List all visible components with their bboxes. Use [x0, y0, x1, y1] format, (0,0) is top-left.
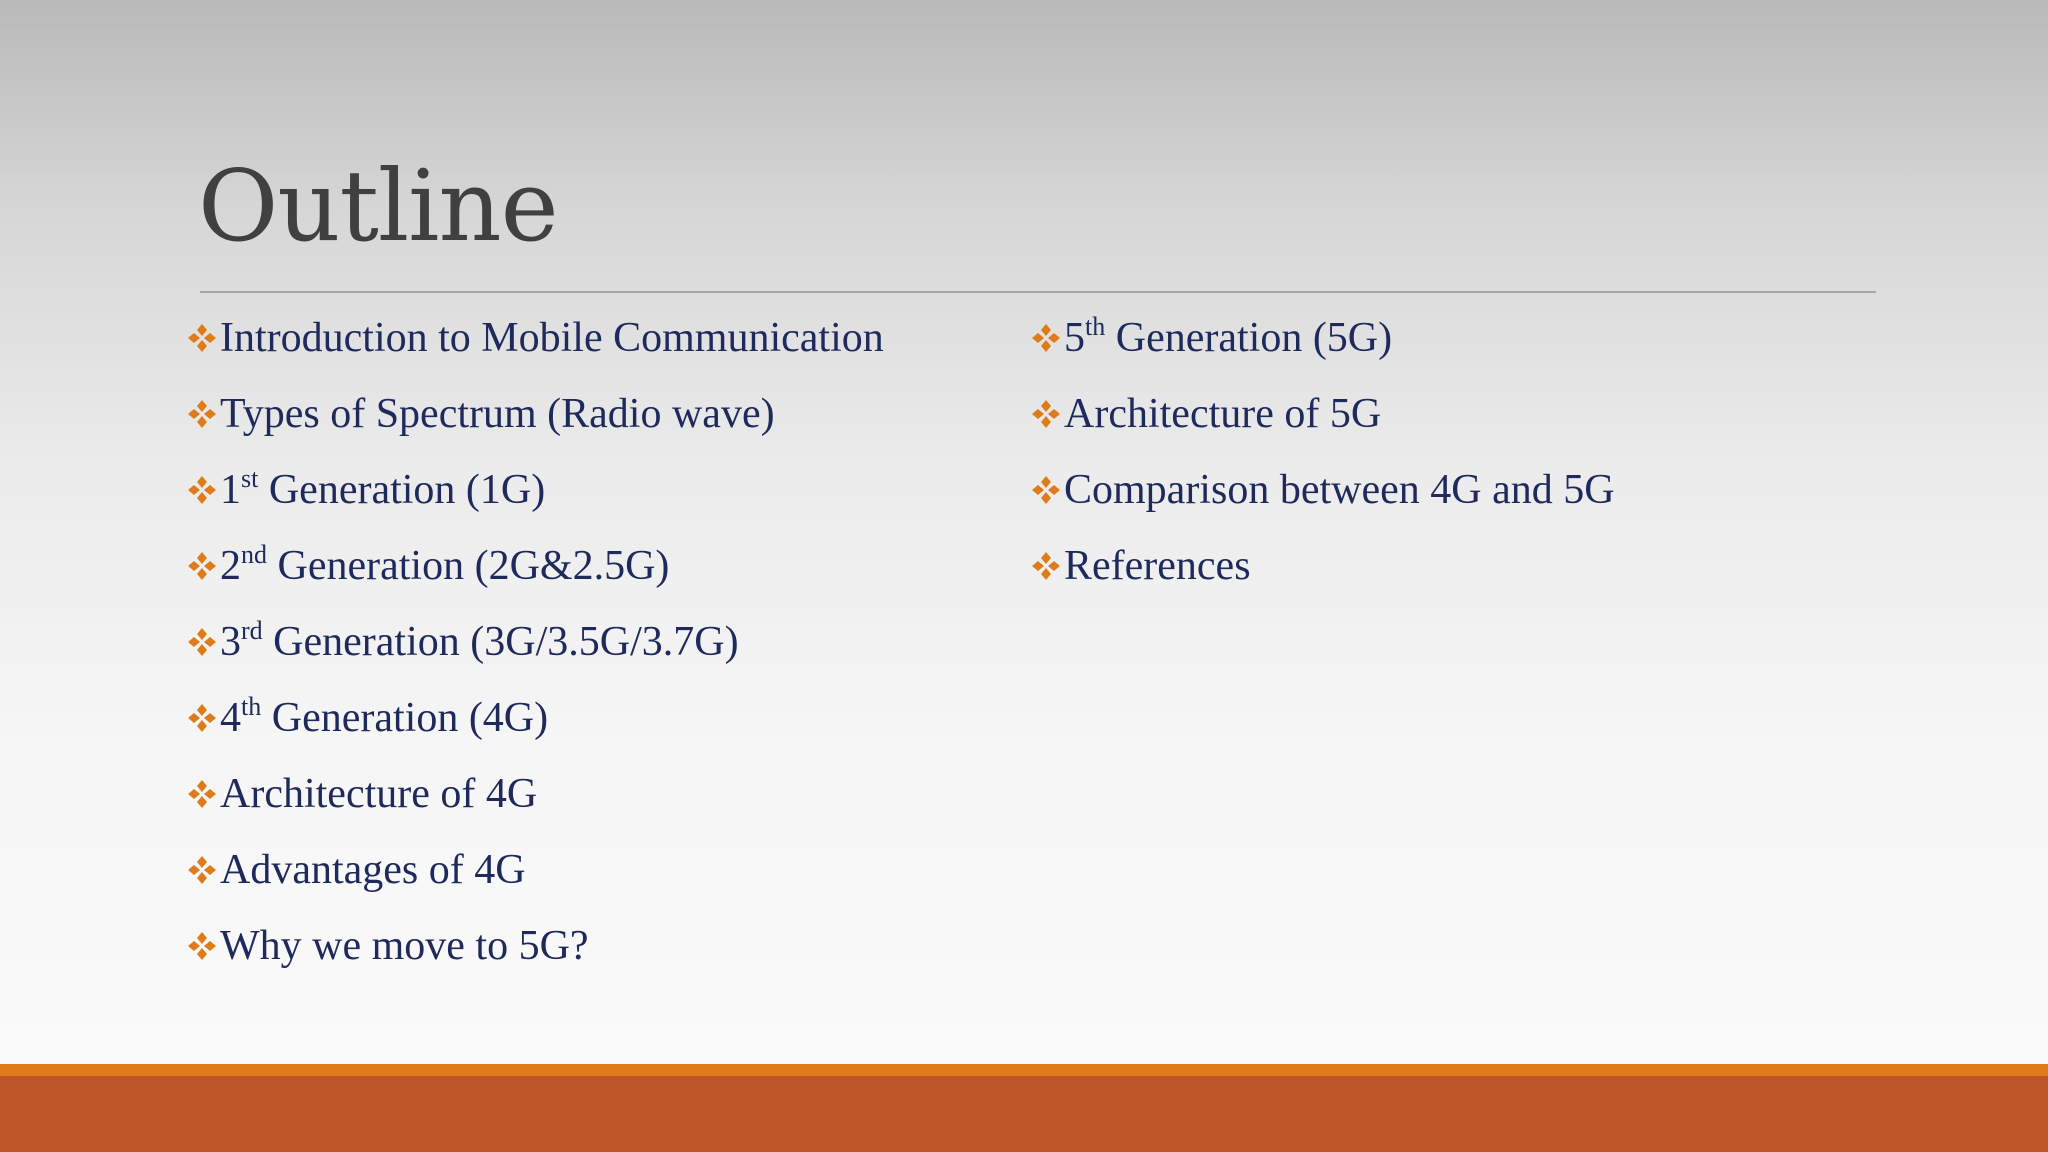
outline-item — [1030, 528, 1850, 604]
outline-item-number: 2 — [220, 543, 241, 589]
four-diamond-icon — [186, 854, 218, 886]
outline-item — [186, 300, 1006, 376]
outline-item — [186, 376, 1006, 452]
four-diamond-icon — [1030, 398, 1062, 430]
four-diamond-icon — [1030, 322, 1062, 354]
outline-item-text: Architecture of 4G — [220, 771, 538, 817]
outline-item-number: 1 — [220, 467, 241, 513]
four-diamond-icon — [186, 550, 218, 582]
title-divider — [200, 291, 1876, 293]
outline-item — [1030, 452, 1850, 528]
slide-title: Outline — [198, 150, 558, 264]
four-diamond-icon — [186, 930, 218, 962]
outline-item-text: Generation (1G) — [258, 467, 546, 513]
outline-item — [1030, 376, 1850, 452]
four-diamond-icon — [186, 474, 218, 506]
outline-item-text: Introduction to Mobile Communication — [220, 315, 884, 361]
outline-item — [186, 528, 1006, 604]
four-diamond-icon — [186, 322, 218, 354]
four-diamond-icon — [186, 398, 218, 430]
outline-item — [186, 756, 1006, 832]
outline-item-text: Comparison between 4G and 5G — [1064, 467, 1615, 513]
outline-item-text: Types of Spectrum (Radio wave) — [220, 391, 775, 437]
footer-band — [0, 1076, 2048, 1152]
outline-item-ordinal: nd — [241, 540, 267, 569]
outline-item-ordinal: rd — [241, 616, 263, 645]
outline-item — [186, 680, 1006, 756]
outline-item-ordinal: th — [1085, 312, 1106, 341]
outline-item-text: Why we move to 5G? — [220, 923, 589, 969]
outline-item-text: Generation (4G) — [261, 695, 549, 741]
outline-item-text: Generation (5G) — [1105, 315, 1393, 361]
outline-item-text: Generation (3G/3.5G/3.7G) — [262, 619, 739, 665]
outline-item-text: Architecture of 5G — [1064, 391, 1382, 437]
outline-list-left — [186, 300, 1006, 984]
four-diamond-icon — [186, 702, 218, 734]
outline-list-right — [1030, 300, 1850, 604]
four-diamond-icon — [1030, 474, 1062, 506]
outline-item — [186, 604, 1006, 680]
outline-item-text: Generation (2G&2.5G) — [267, 543, 670, 589]
outline-item-text: Advantages of 4G — [220, 847, 526, 893]
outline-item-number: 5 — [1064, 315, 1085, 361]
outline-item — [186, 908, 1006, 984]
outline-item — [186, 452, 1006, 528]
outline-item-number: 3 — [220, 619, 241, 665]
outline-item-number: 4 — [220, 695, 241, 741]
four-diamond-icon — [186, 626, 218, 658]
four-diamond-icon — [186, 778, 218, 810]
four-diamond-icon — [1030, 550, 1062, 582]
outline-item-ordinal: th — [241, 692, 262, 721]
footer-accent-stripe — [0, 1064, 2048, 1076]
outline-item-text: References — [1064, 543, 1251, 589]
outline-item — [186, 832, 1006, 908]
outline-item — [1030, 300, 1850, 376]
outline-item-ordinal: st — [241, 464, 259, 493]
